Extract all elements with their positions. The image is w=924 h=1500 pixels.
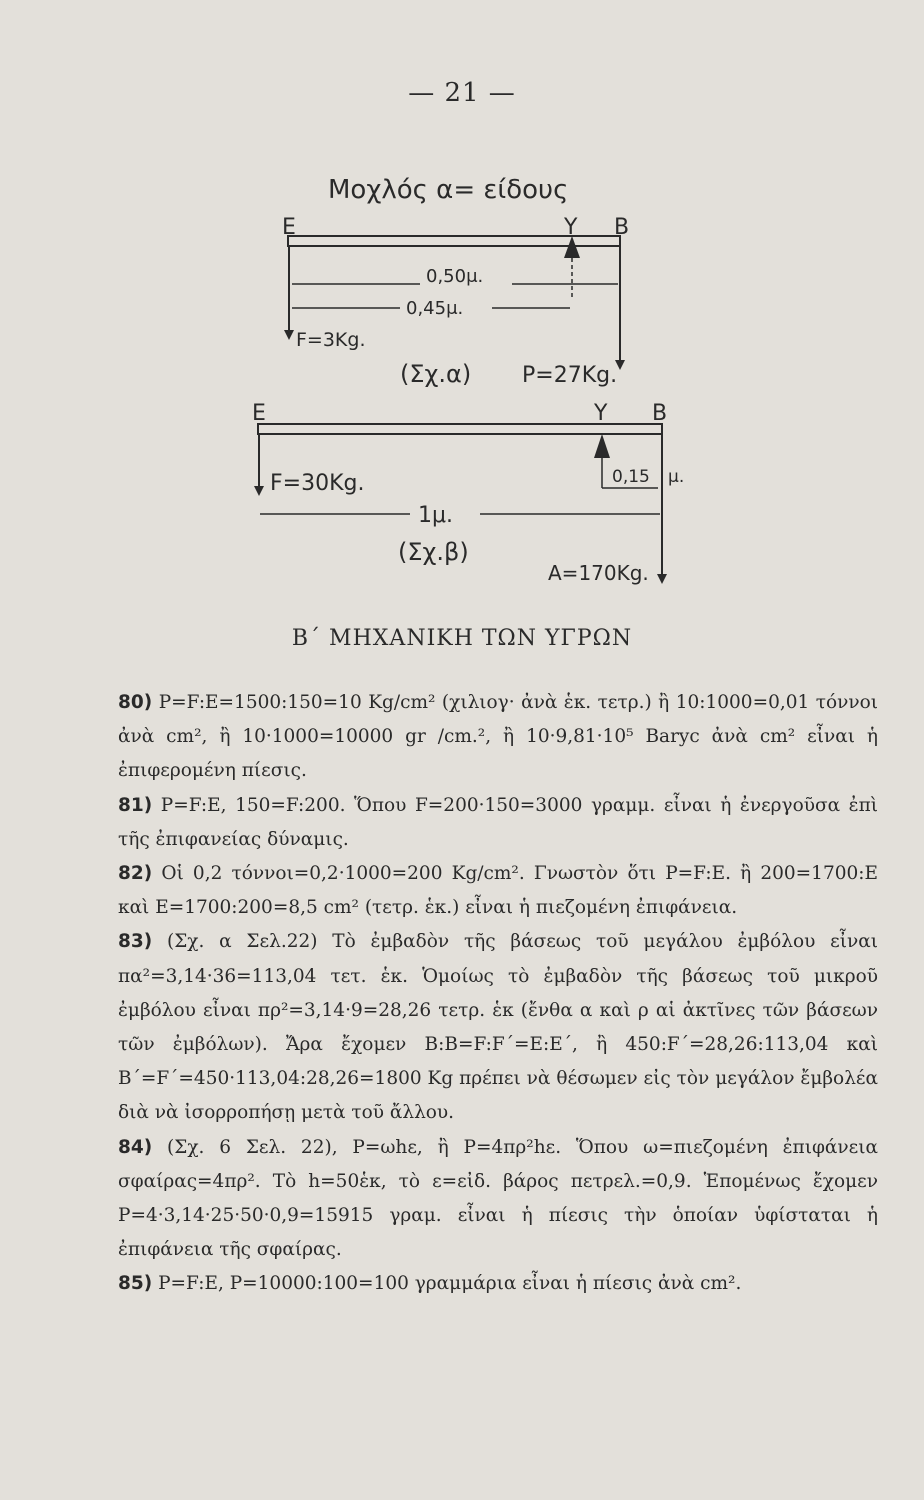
exercise-80: [118, 686, 878, 789]
figure-b-length: 1μ.: [418, 503, 453, 528]
figure-a-distance-long: 0,50μ.: [426, 266, 484, 287]
exercise-solutions: [118, 686, 878, 1302]
figure-a-force: F=3Kg.: [296, 329, 366, 351]
figure-a-right-label: B: [614, 215, 630, 240]
exercise-number: 80): [118, 692, 153, 713]
figure-b-short-unit: μ.: [668, 467, 685, 487]
figure-b-caption: (Σχ.β): [398, 538, 469, 566]
exercise-text: P=F:E, 150=F:200. Ὅπου F=200·150=3000 γραμμ. εἶναι ἡ ἐνεργοῦσα ἐπὶ τῆς ἐπιφανείας δύναμις.: [118, 794, 878, 850]
figure-b-left-label: E: [252, 401, 266, 426]
figure-a-fulcrum-label: Y: [564, 215, 578, 240]
figure-b-load: A=170Kg.: [548, 561, 649, 585]
figure-a-title: Μοχλός α= είδους: [328, 175, 569, 205]
exercise-83: [118, 925, 878, 1130]
figure-b-right-label: B: [652, 401, 668, 426]
figure-b-fulcrum: [594, 434, 610, 458]
exercise-text: P=F:E, P=10000:100=100 γραμμάρια εἶναι ἡ πίεσις ἀνὰ cm².: [158, 1273, 742, 1295]
section-heading: Β΄ ΜΗΧΑΝΙΚΗ ΤΩΝ ΥΓΡΩΝ: [291, 626, 633, 651]
exercise-84: [118, 1131, 878, 1268]
exercise-number: 83): [118, 931, 153, 953]
exercise-text: P=F:E=1500:150=10 Kg/cm² (χιλιογ· ἀνὰ ἑκ. τετρ.) ἢ 10:1000=0,01 τόννοι ἀνὰ cm², ἢ 10·1000=10000 gr /cm.², ἢ 10·9,81·10⁵ Baryc ἀνὰ cm² εἶναι ἡ ἐπιφερομένη πίεσις.: [118, 692, 878, 782]
exercise-text: Οἱ 0,2 τόννοι=0,2·1000=200 Kg/cm². Γνωστὸν ὅτι P=F:E. ἢ 200=1700:E καὶ E=1700:200=8,5 cm² (τετρ. ἑκ.) εἶναι ἡ πιεζομένη ἐπιφάνεια.: [118, 863, 878, 919]
figure-b-short-distance: 0,15: [612, 467, 650, 487]
figure-b-fulcrum-label: Y: [594, 401, 608, 426]
figure-b: [252, 401, 684, 585]
exercise-text: (Σχ. α Σελ.22) Τὸ ἐμβαδὸν τῆς βάσεως τοῦ μεγάλου ἐμβόλου εἶναι πα²=3,14·36=113,04 τετ. ἑκ. Ὁμοίως τὸ ἐμβαδὸν τῆς βάσεως τοῦ μικροῦ ἐμβόλου εἶναι πρ²=3,14·9=28,26 τετρ. ἑκ (ἔνθα α καὶ ρ αἱ ἀκτῖνες τῶν βάσεων τῶν ἐμβόλων). Ἄρα ἔχομεν B:B=F:F΄=E:E΄, ἢ 450:F΄=28,26:113,04 καὶ B΄=F΄=450·113,04:28,26=1800 Kg πρέπει νὰ θέσωμεν εἰς τὸν μεγάλον ἔμβολέα διὰ νὰ ἰσορροπήσῃ μετὰ τοῦ ἄλλου.: [118, 931, 878, 1124]
figure-b-force: F=30Kg.: [270, 471, 365, 496]
exercise-number: 82): [118, 863, 153, 885]
exercise-81: [118, 789, 878, 857]
exercise-text: (Σχ. 6 Σελ. 22), P=ωhε, ἢ P=4πρ²hε. Ὅπου ω=πιεζομένη ἐπιφάνεια σφαίρας=4πρ². Τὸ h=50ἑκ, τὸ ε=εἰδ. βάρος πετρελ.=0,9. Ἑπομένως ἔχομεν P=4·3,14·25·50·0,9=15915 γραμ. εἶναι ἡ πίεσις τὴν ὁποίαν ὑφίσταται ἡ ἐπιφάνεια τῆς σφαίρας.: [118, 1136, 878, 1261]
lever-figures: [0, 0, 924, 640]
figure-a-load: P=27Kg.: [522, 363, 618, 388]
figure-a: [282, 175, 629, 388]
figure-a-caption: (Σχ.α): [400, 360, 472, 388]
exercise-number: 81): [118, 794, 153, 816]
exercise-number: 85): [118, 1273, 153, 1295]
figure-a-distance-short: 0,45μ.: [406, 298, 464, 319]
exercise-85: [118, 1267, 878, 1301]
page-number: — 21 —: [408, 78, 516, 108]
exercise-number: 84): [118, 1136, 153, 1158]
exercise-82: [118, 857, 878, 925]
figure-a-left-label: E: [282, 215, 296, 240]
